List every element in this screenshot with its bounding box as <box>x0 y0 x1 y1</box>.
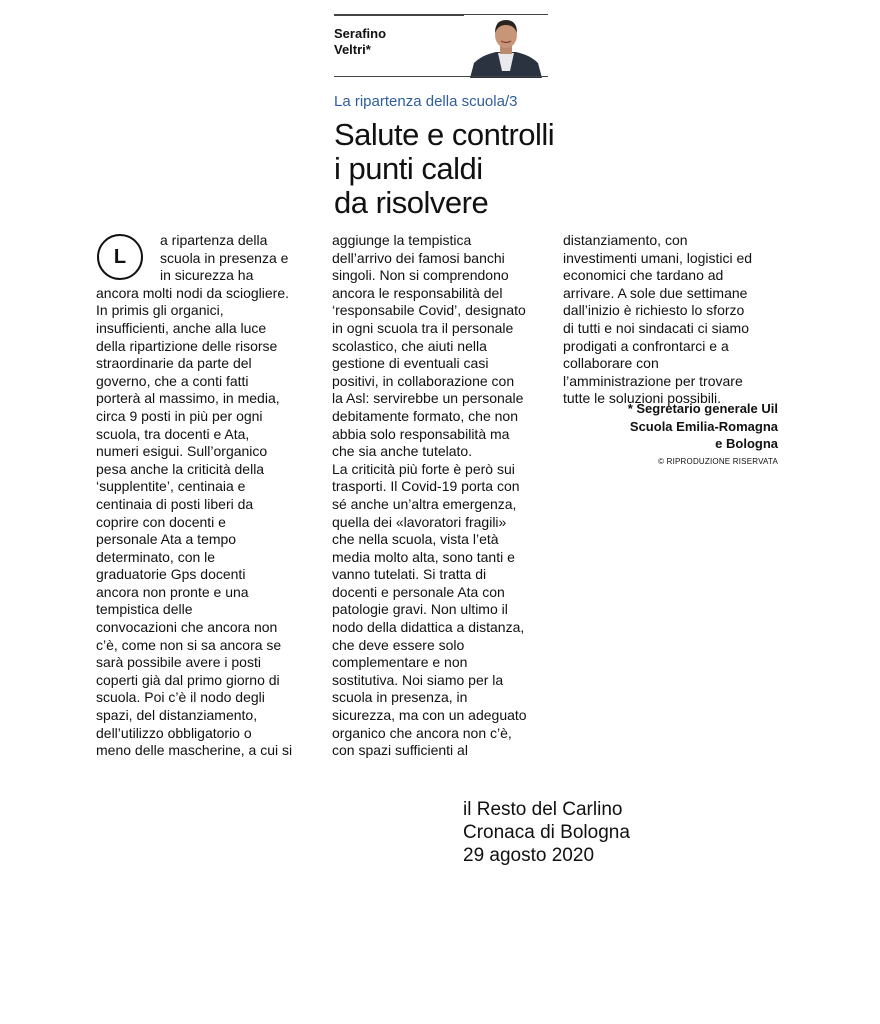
text-line: in sicurezza ha <box>160 267 254 284</box>
text-line: tutte le soluzioni possibili. <box>563 390 721 407</box>
signature-line: * Segretario generale Uil <box>627 401 778 416</box>
text-line: in ogni scuola tra il personale <box>332 319 514 336</box>
text-line: complementare e non <box>332 654 468 671</box>
text-line: collaborare con <box>563 355 659 372</box>
text-line: arrivare. A sole due settimane <box>563 284 748 301</box>
text-line: media molto alta, sono tanti e <box>332 548 515 565</box>
text-line: convocazioni che ancora non <box>96 619 278 636</box>
signature-line: e Bologna <box>715 436 778 452</box>
headline-line: da risolvere <box>334 185 489 220</box>
text-line: abbia solo responsabilità ma <box>332 425 510 442</box>
text-line: dell’arrivo dei famosi banchi <box>332 249 505 266</box>
author-box <box>334 14 548 78</box>
article-headline <box>334 118 594 220</box>
text-line: la Asl: servirebbe un personale <box>332 390 524 407</box>
text-line: ancora molti nodi da sciogliere. <box>96 284 289 301</box>
text-line: circa 9 posti in più per ogni <box>96 407 263 424</box>
text-line: ancora non pronte e una <box>96 583 249 600</box>
text-line: meno delle mascherine, a cui si <box>96 742 293 759</box>
text-line: patologie gravi. Non ultimo il <box>332 601 508 618</box>
text-line: sostitutiva. Noi siamo per la <box>332 671 504 688</box>
text-line: determinato, con le <box>96 548 216 565</box>
source-section: Cronaca di Bologna <box>463 822 630 843</box>
text-line: l’amministrazione per trovare <box>563 372 743 389</box>
text-line: governo, che a conti fatti <box>96 372 249 389</box>
text-line: debitamente formato, che non <box>332 407 519 424</box>
text-line: nodo della didattica a distanza, <box>332 619 525 636</box>
text-line: docenti e personale Ata con <box>332 583 505 600</box>
text-line: scuola. Poi c’è il nodo degli <box>96 689 265 706</box>
text-line: di tutti e noi sindacati ci siamo <box>563 319 749 336</box>
text-line: scolastico, che aiuti nella <box>332 337 487 354</box>
author-name-line1: Serafino <box>334 26 387 41</box>
text-line: prodigati a confrontarci e a <box>563 337 729 354</box>
source-date: 29 agosto 2020 <box>463 845 595 866</box>
author-name <box>334 26 444 58</box>
text-line: che nella scuola, vista l’età <box>332 531 499 548</box>
text-line: tempistica delle <box>96 601 193 618</box>
text-line: ‘supplentite’, centinaia e <box>96 478 246 495</box>
signature-line: Scuola Emilia-Romagna <box>629 418 778 434</box>
text-line: In primis gli organici, <box>96 302 224 319</box>
text-line: centinaia di posti liberi da <box>96 495 254 512</box>
article-kicker: La ripartenza della scuola/3 <box>334 93 518 110</box>
author-photo <box>464 15 548 78</box>
source-newspaper: il Resto del Carlino <box>463 799 623 820</box>
source-credit <box>463 798 723 867</box>
text-line: positivi, in collaborazione con <box>332 372 515 389</box>
text-line: c’è, come non si sa ancora se <box>96 636 282 653</box>
text-line: distanziamento, con <box>563 232 688 248</box>
text-line: trasporti. Il Covid-19 porta con <box>332 478 520 495</box>
rights-notice: © RIPRODUZIONE RISERVATA <box>658 457 778 466</box>
text-line: numeri esigui. Sull’organico <box>96 443 268 460</box>
text-line: singoli. Non si comprendono <box>332 267 509 284</box>
text-line: ancora le responsabilità del <box>332 284 503 301</box>
text-line: aggiunge la tempistica <box>332 232 472 248</box>
text-line: sicurezza, ma con un adeguato <box>332 707 527 724</box>
article-column-1 <box>96 232 316 760</box>
text-line: che sia anche tutelato. <box>332 443 473 460</box>
text-line: che deve essere solo <box>332 636 465 653</box>
text-line: porterà al massimo, in media, <box>96 390 280 407</box>
text-line: organico che ancora non c’è, <box>332 724 512 741</box>
headline-line: Salute e controlli <box>334 117 555 152</box>
text-line: economici che tardano ad <box>563 267 724 284</box>
text-line: La criticità più forte è però sui <box>332 460 515 477</box>
text-line: insufficienti, anche alla luce <box>96 319 267 336</box>
text-line: sarà possibile avere i posti <box>96 654 261 671</box>
text-line: sé anche un’altra emergenza, <box>332 495 517 512</box>
text-line: dell’utilizzo obbligatorio o <box>96 724 252 741</box>
text-line: personale Ata a tempo <box>96 531 237 548</box>
text-line: scuola in presenza, in <box>332 689 468 706</box>
text-line: vanno tutelati. Si tratta di <box>332 566 487 583</box>
text-line: dall’inizio è richiesto lo sforzo <box>563 302 745 319</box>
text-line: pesa anche la criticità della <box>96 460 265 477</box>
text-line: quella dei «lavoratori fragili» <box>332 513 507 530</box>
article-column-2 <box>332 232 552 760</box>
author-signature <box>563 400 778 453</box>
text-line: della ripartizione delle risorse <box>96 337 278 354</box>
drop-cap: L <box>97 234 143 280</box>
author-name-line2: Veltri* <box>334 42 371 57</box>
text-line: investimenti umani, logistici ed <box>563 249 753 266</box>
text-line: graduatorie Gps docenti <box>96 566 246 583</box>
text-line: scuola in presenza e <box>160 249 289 266</box>
text-line: scuola, tra docenti e Ata, <box>96 425 250 442</box>
author-rule <box>334 76 548 77</box>
text-line: a ripartenza della <box>160 232 268 248</box>
text-line: coperti già dal primo giorno di <box>96 671 280 688</box>
article-column-3 <box>563 232 793 408</box>
text-line: gestione di eventuali casi <box>332 355 489 372</box>
headline-line: i punti caldi <box>334 151 483 186</box>
text-line: straordinarie da parte del <box>96 355 252 372</box>
text-line: spazi, del distanziamento, <box>96 707 258 724</box>
text-line: coprire con docenti e <box>96 513 226 530</box>
text-line: ‘responsabile Covid’, designato <box>332 302 526 319</box>
text-line: con spazi sufficienti al <box>332 742 468 759</box>
